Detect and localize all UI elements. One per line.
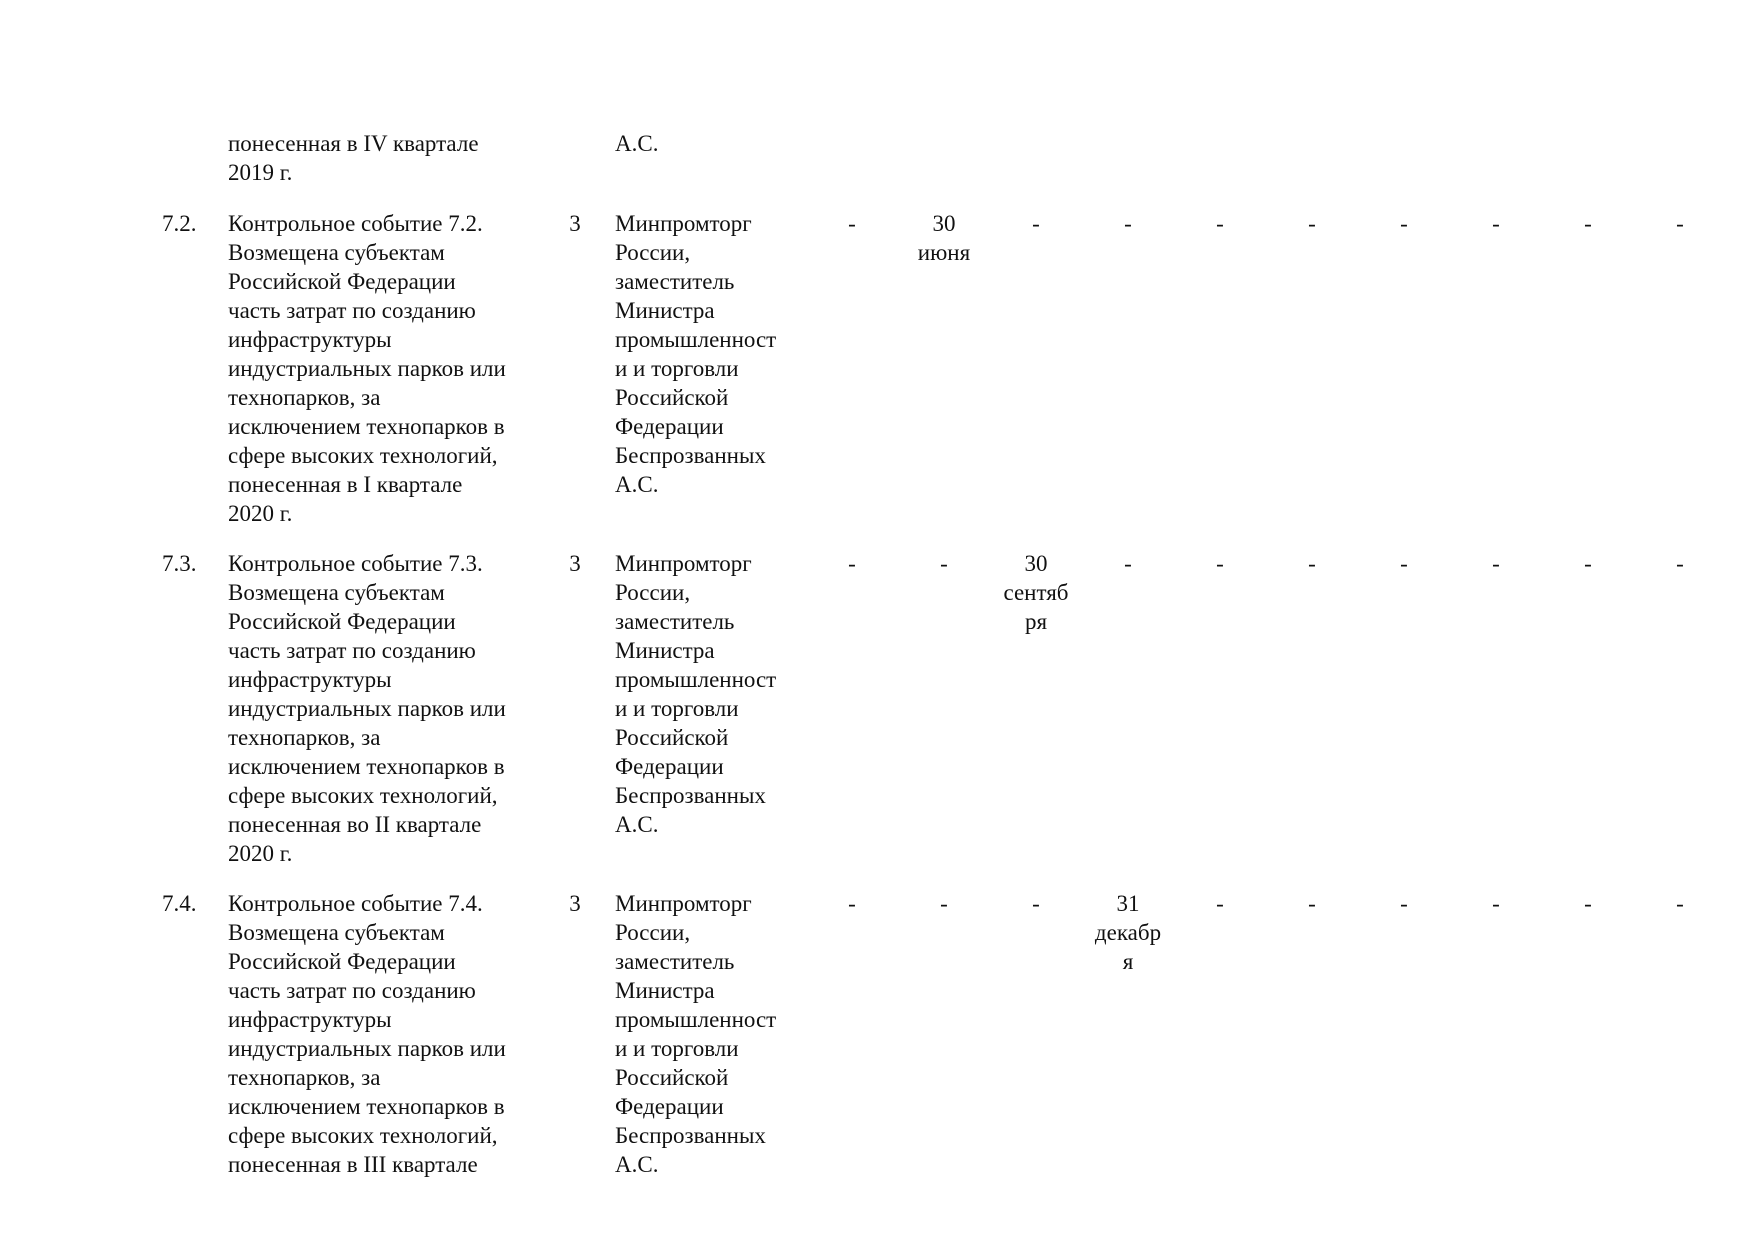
row-period-cell: - xyxy=(1308,551,1316,576)
row-period-cell: 30 июня xyxy=(917,211,971,265)
row-description: Контрольное событие 7.4. Возмещена субъектам Российской Федерации часть затрат по созданию инфраструктуры индустриальных парков или технопарков, за исключением технопарков в сфере высоких технологий, понесенная в III квартале xyxy=(228,891,506,1177)
row-period-cell: 31 декабр я xyxy=(1094,891,1162,974)
row-period-cell: - xyxy=(1492,211,1500,236)
row-responsible: Минпромторг России, заместитель Министра промышленност и и торговли Российской Федерации Беспрозванных А.С. xyxy=(615,551,777,837)
top-fragment-responsible: А.С. xyxy=(615,131,659,156)
row-level: 3 xyxy=(569,891,581,916)
row-period-cell: - xyxy=(1492,891,1500,916)
row-period-cell: 30 сентяб ря xyxy=(1003,551,1069,634)
row-period-cell: - xyxy=(1216,551,1224,576)
row-number: 7.2. xyxy=(162,211,197,236)
row-period-cell: - xyxy=(1032,891,1040,916)
row-description: Контрольное событие 7.3. Возмещена субъектам Российской Федерации часть затрат по созданию инфраструктуры индустриальных парков или технопарков, за исключением технопарков в сфере высоких технологий, понесенная во II квартале 2020 г. xyxy=(228,551,506,866)
row-period-cell: - xyxy=(1676,551,1684,576)
row-level: 3 xyxy=(569,551,581,576)
row-period-cell: - xyxy=(1400,551,1408,576)
row-responsible: Минпромторг России, заместитель Министра промышленност и и торговли Российской Федерации Беспрозванных А.С. xyxy=(615,891,777,1177)
row-period-cell: - xyxy=(848,891,856,916)
row-period-cell: - xyxy=(1400,211,1408,236)
row-number: 7.4. xyxy=(162,891,197,916)
row-period-cell: - xyxy=(1124,211,1132,236)
row-level: 3 xyxy=(569,211,581,236)
row-period-cell: - xyxy=(1216,211,1224,236)
row-period-cell: - xyxy=(1216,891,1224,916)
row-responsible: Минпромторг России, заместитель Министра промышленност и и торговли Российской Федерации Беспрозванных А.С. xyxy=(615,211,777,497)
row-period-cell: - xyxy=(1492,551,1500,576)
row-period-cell: - xyxy=(940,551,948,576)
row-period-cell: - xyxy=(1032,211,1040,236)
row-period-cell: - xyxy=(1676,891,1684,916)
row-number: 7.3. xyxy=(162,551,197,576)
top-fragment-description: понесенная в IV квартале 2019 г. xyxy=(228,131,479,185)
row-period-cell: - xyxy=(940,891,948,916)
row-period-cell: - xyxy=(1308,891,1316,916)
row-period-cell: - xyxy=(1584,891,1592,916)
row-period-cell: - xyxy=(1124,551,1132,576)
row-period-cell: - xyxy=(1584,211,1592,236)
row-period-cell: - xyxy=(1584,551,1592,576)
row-period-cell: - xyxy=(1676,211,1684,236)
row-period-cell: - xyxy=(848,211,856,236)
row-period-cell: - xyxy=(848,551,856,576)
row-period-cell: - xyxy=(1400,891,1408,916)
row-description: Контрольное событие 7.2. Возмещена субъектам Российской Федерации часть затрат по созданию инфраструктуры индустриальных парков или технопарков, за исключением технопарков в сфере высоких технологий, понесенная в I квартале 2020 г. xyxy=(228,211,506,526)
row-period-cell: - xyxy=(1308,211,1316,236)
